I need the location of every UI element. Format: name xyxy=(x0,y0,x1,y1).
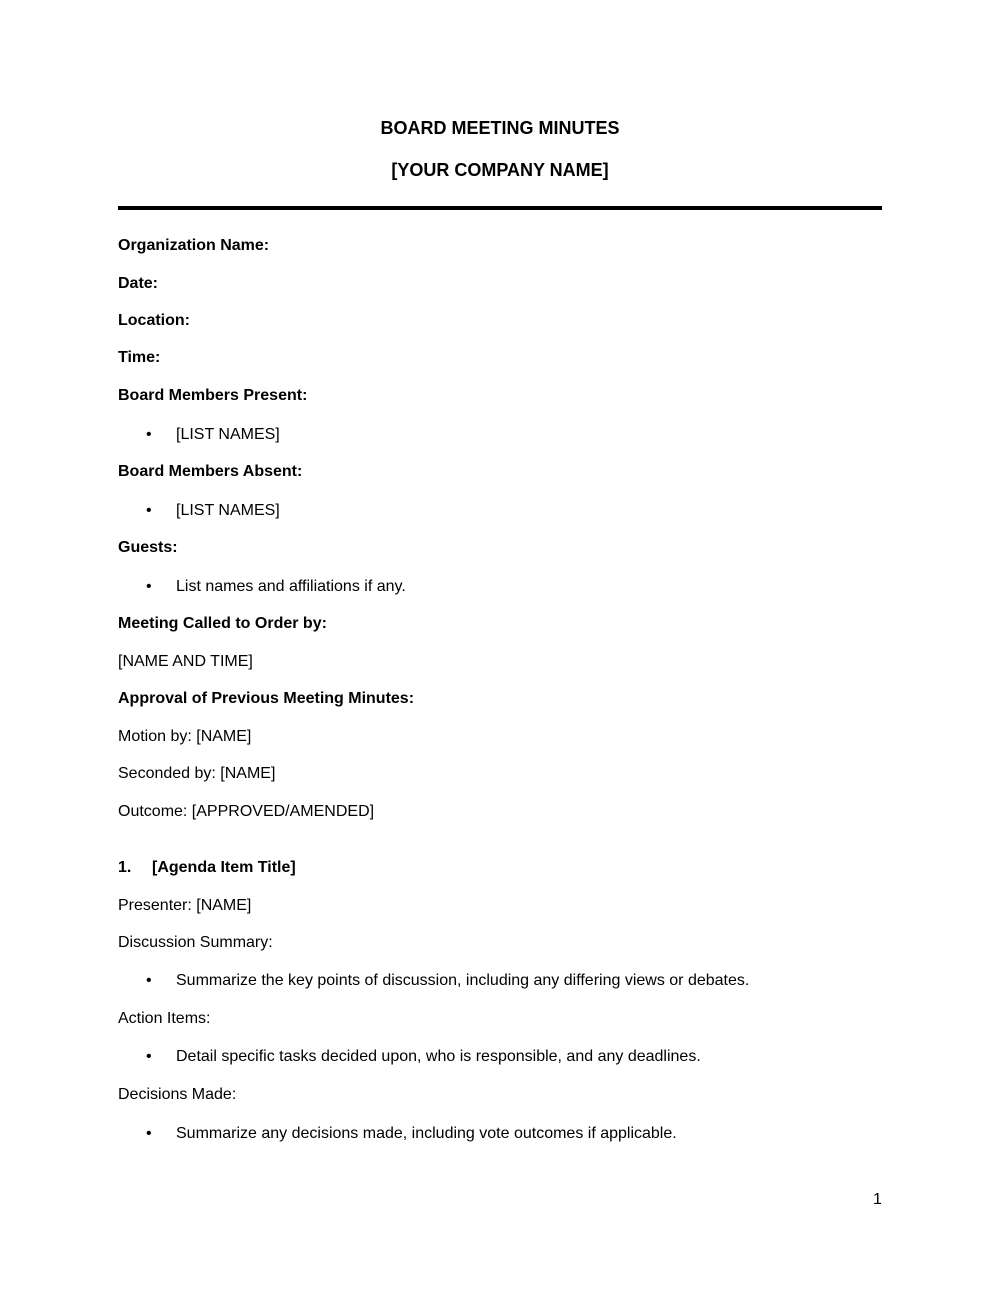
called-to-order-label: Meeting Called to Order by: xyxy=(118,615,327,632)
header-divider xyxy=(118,206,882,210)
company-name: [YOUR COMPANY NAME] xyxy=(391,160,609,180)
action-items-label: Action Items: xyxy=(118,1010,211,1027)
agenda-title: [Agenda Item Title] xyxy=(152,859,296,876)
discussion-label: Discussion Summary: xyxy=(118,934,273,951)
called-to-order-value: [NAME AND TIME] xyxy=(118,653,253,670)
location-label: Location: xyxy=(118,312,190,329)
absent-label: Board Members Absent: xyxy=(118,463,303,480)
seconded-by: Seconded by: [NAME] xyxy=(118,765,276,782)
bullet-icon: • xyxy=(146,578,152,595)
presenter: Presenter: [NAME] xyxy=(118,897,252,914)
outcome: Outcome: [APPROVED/AMENDED] xyxy=(118,803,375,820)
guests-item: List names and affiliations if any. xyxy=(176,578,406,595)
bullet-icon: • xyxy=(146,972,152,989)
date-label: Date: xyxy=(118,275,159,292)
agenda-number: 1. xyxy=(118,859,132,876)
bullet-icon: • xyxy=(146,502,152,519)
decision-item: Summarize any decisions made, including vote outcomes if applicable. xyxy=(176,1125,677,1142)
organization-label: Organization Name: xyxy=(118,237,270,254)
document-title: BOARD MEETING MINUTES xyxy=(380,118,620,138)
present-item: [LIST NAMES] xyxy=(176,426,280,443)
guests-label: Guests: xyxy=(118,539,178,556)
bullet-icon: • xyxy=(146,426,152,443)
present-label: Board Members Present: xyxy=(118,387,308,404)
page-number: 1 xyxy=(873,1191,882,1208)
time-label: Time: xyxy=(118,349,161,366)
discussion-item: Summarize the key points of discussion, including any differing views or debates. xyxy=(176,972,750,989)
approval-label: Approval of Previous Meeting Minutes: xyxy=(118,690,415,707)
motion-by: Motion by: [NAME] xyxy=(118,728,252,745)
bullet-icon: • xyxy=(146,1125,152,1142)
action-item: Detail specific tasks decided upon, who is responsible, and any deadlines. xyxy=(176,1048,701,1065)
bullet-icon: • xyxy=(146,1048,152,1065)
absent-item: [LIST NAMES] xyxy=(176,502,280,519)
decisions-label: Decisions Made: xyxy=(118,1086,237,1103)
